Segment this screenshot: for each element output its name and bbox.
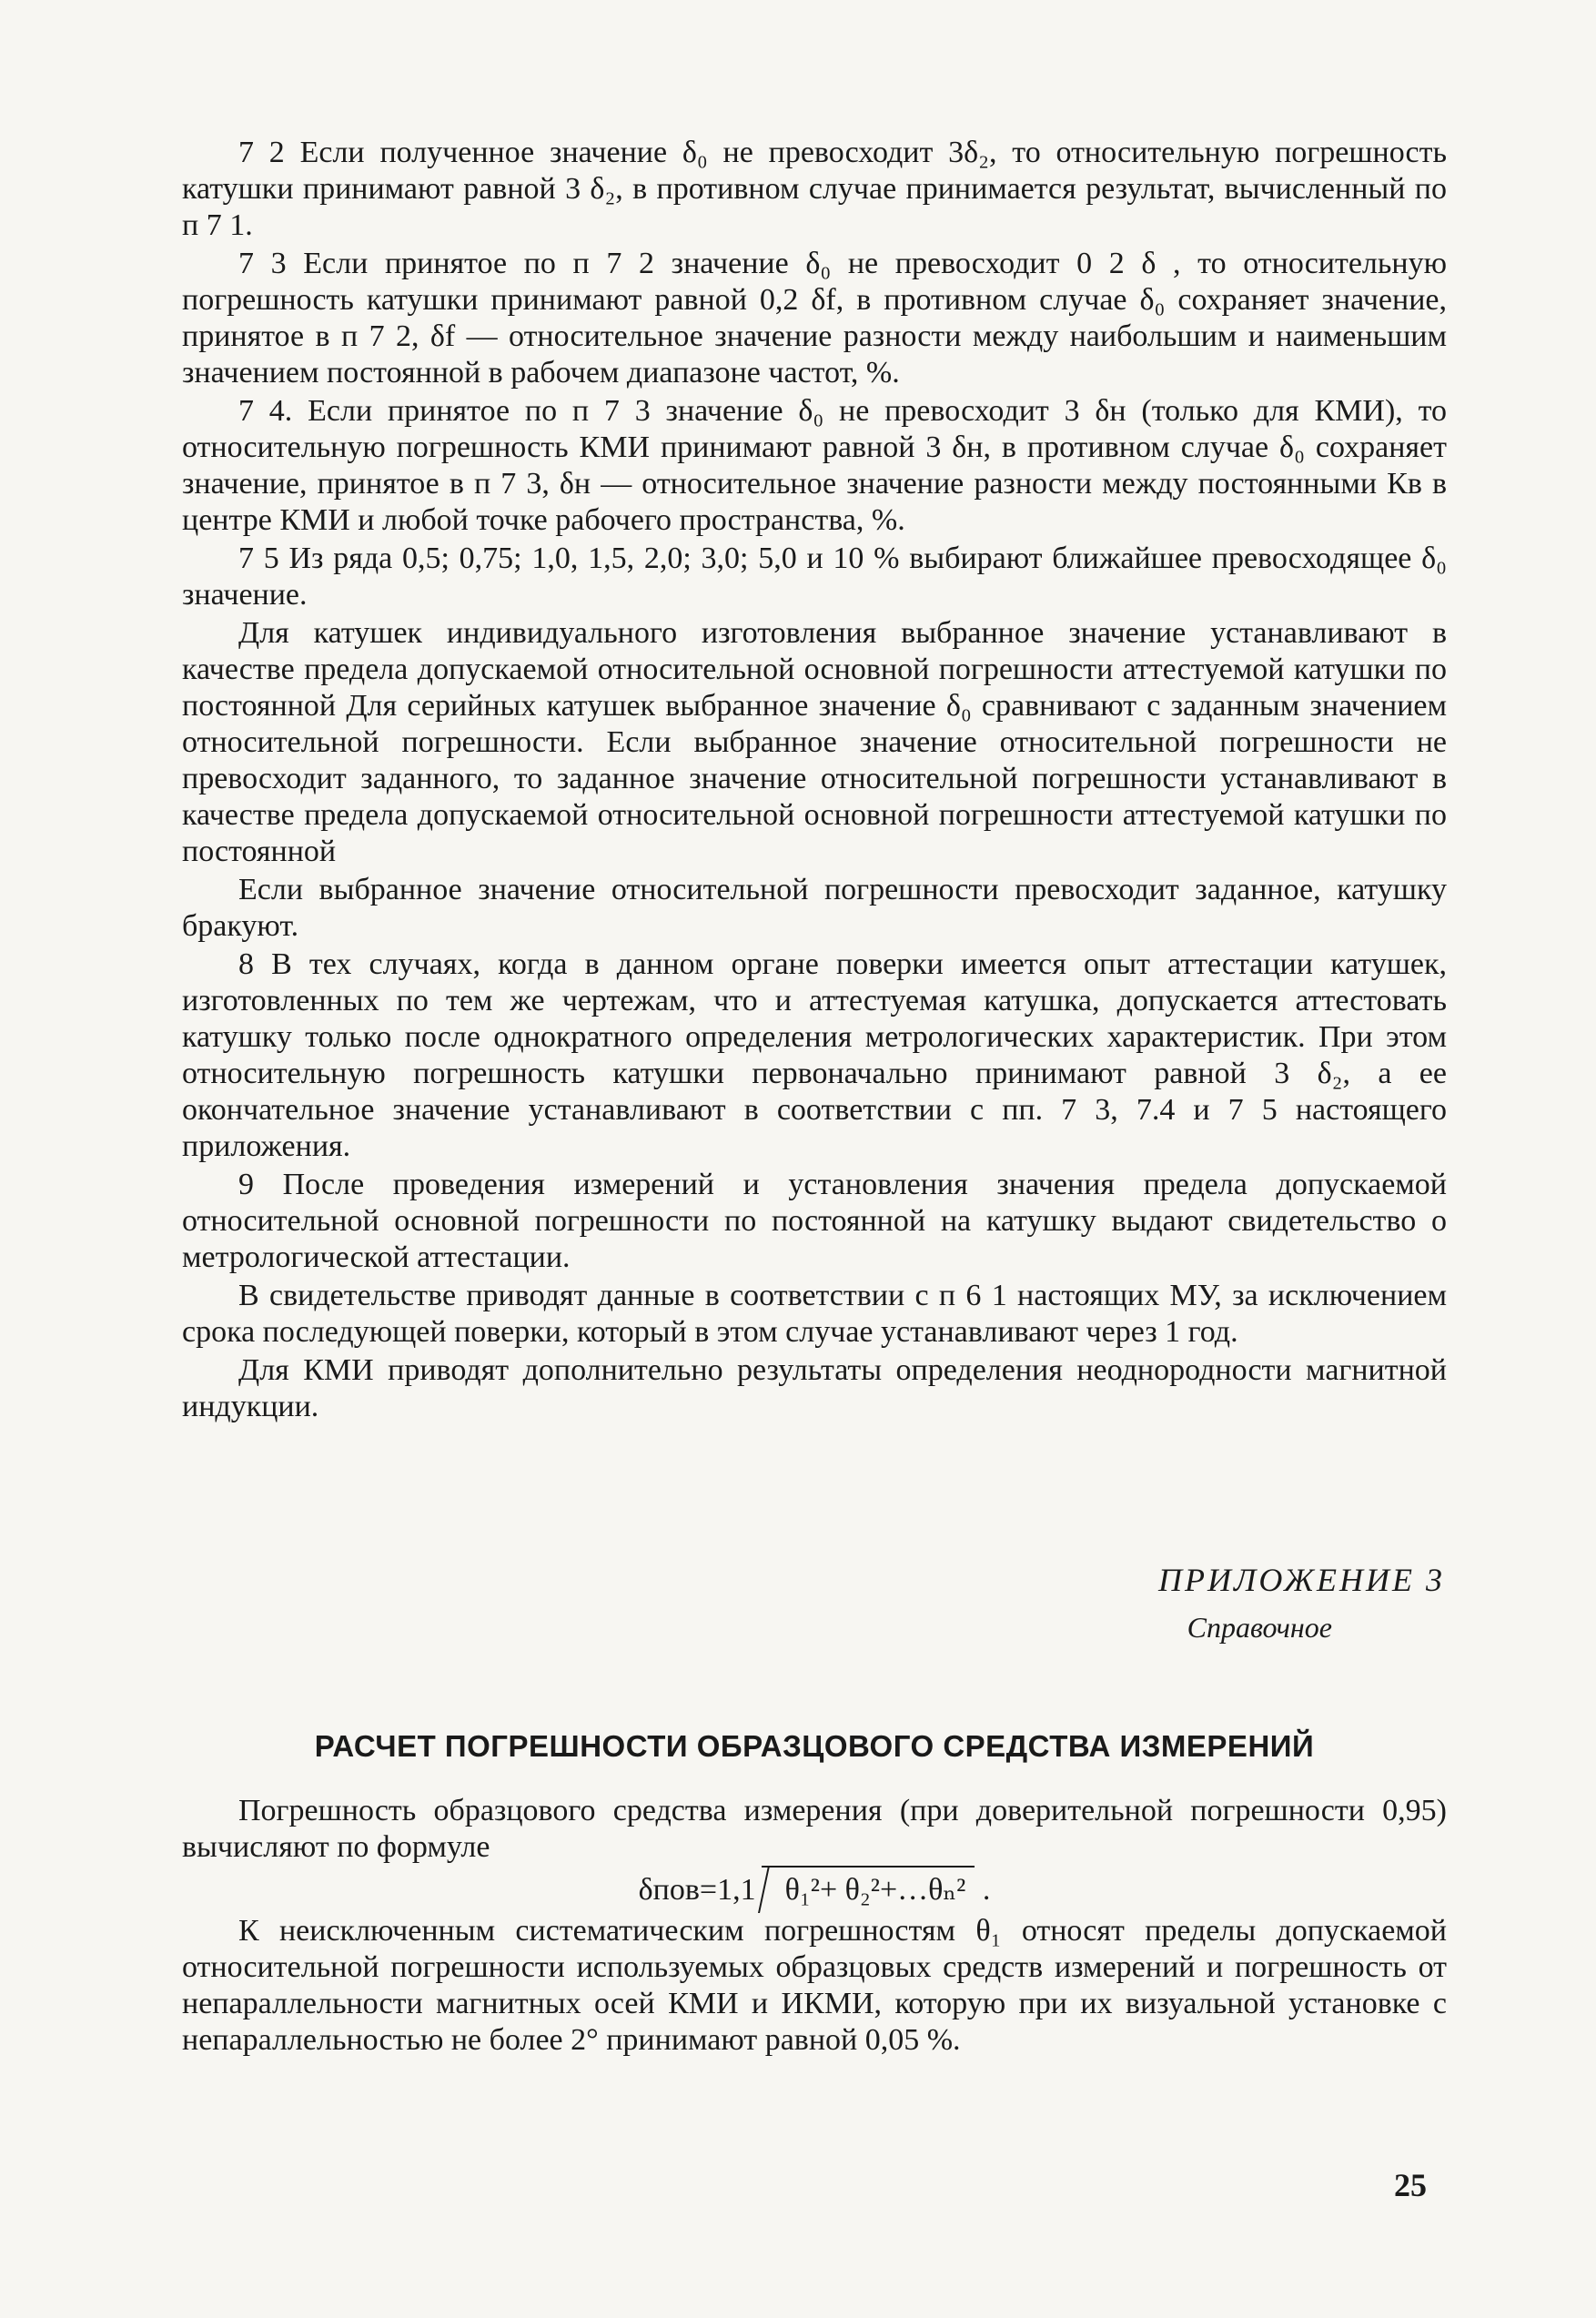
formula-radicand: θ₁²+ θ₂²+…θₙ² xyxy=(784,1873,966,1907)
section-heading: РАСЧЕТ ПОГРЕШНОСТИ ОБРАЗЦОВОГО СРЕДСТВА ИЗМЕРЕНИЙ xyxy=(314,1729,1315,1763)
paragraph-7-4: 7 4. Если принятое по п 7 3 значение δ₀ не превосходит 3 δн (только для КМИ), то относительную погрешность КМИ принимают равной 3 δн, в противном случае δ₀ сохраняет значение, принятое в п 7 3, δн — относительное значение разности между постоянными Кв в центре КМИ и любой точке рабочего пространства, %. xyxy=(182,394,1447,537)
formula-end: . xyxy=(982,1873,991,1907)
paragraph-7-3: 7 3 Если принятое по п 7 2 значение δ₀ не превосходит 0 2 δ , то относительную погрешность катушки принимают равной 0,2 δf, в противном случае δ₀ сохраняет значение, принятое в п 7 2, δf — относительное значение разности между наибольшим и наименьшим значением постоянной в рабочем диапазоне частот, %. xyxy=(182,247,1447,390)
paragraph-kmi: Для КМИ приводят дополнительно результаты определения неоднородности магнитной индукции. xyxy=(182,1353,1447,1423)
main-text xyxy=(182,135,1447,1427)
paragraph-9: 9 После проведения измерений и установления значения предела допускаемой относительной основной погрешности по постоянной на катушку выдают свидетельство о метрологической аттестации. xyxy=(182,1168,1447,1274)
paragraph-7-2: 7 2 Если полученное значение δ₀ не превосходит 3δ₂, то относительную погрешность катушки принимают равной 3 δ₂, в противном случае принимается результат, вычисленный по п 7 1. xyxy=(182,136,1447,242)
appendix-intro: Погрешность образцового средства измерения (при доверительной погрешности 0,95) вычисляют по формуле xyxy=(182,1794,1447,1864)
formula-sqrt xyxy=(762,1866,975,1913)
formula-lhs: δпов=1,1 xyxy=(638,1873,756,1907)
appendix-text xyxy=(182,1793,1447,2059)
paragraph-7-5: 7 5 Из ряда 0,5; 0,75; 1,0, 1,5, 2,0; 3,0; 5,0 и 10 % выбирают ближайшее превосходящее δ₀ значение. xyxy=(182,542,1447,612)
appendix-label: ПРИЛОЖЕНИЕ 3 xyxy=(1158,1562,1445,1598)
paragraph-reject: Если выбранное значение относительной погрешности превосходит заданное, катушку бракуют. xyxy=(182,873,1447,943)
page-number: 25 xyxy=(1394,2167,1427,2203)
paragraph-8: 8 В тех случаях, когда в данном органе поверки имеется опыт аттестации катушек, изготовленных по тем же чертежам, что и аттестуемая катушка, допускается аттестовать катушку только после однократного определения метрологических характеристик. При этом относительную погрешность катушки первоначально принимают равной 3 δ₂, а ее окончательное значение устанавливают в соответствии с пп. 7 3, 7.4 и 7 5 настоящего приложения. xyxy=(182,947,1447,1163)
appendix-kind: Справочное xyxy=(1187,1611,1332,1644)
appendix-closing: К неисключенным систематическим погрешностям θ₁ относят пределы допускаемой относительной погрешности используемых образцовых средств измерений и погрешность от непараллельности магнитных осей КМИ и ИКМИ, которую при их визуальной установке с непараллельностью не более 2° принимают равной 0,05 %. xyxy=(182,1914,1447,2057)
paragraph-individual-coils: Для катушек индивидуального изготовления выбранное значение устанавливают в качестве предела допускаемой относительной основной погрешности аттестуемой катушки по постоянной Для серийных катушек выбранное значение δ₀ сравнивают с заданным значением относительной погрешности. Если выбранное значение относительной погрешности не превосходит заданного, то заданное значение относительной погрешности устанавливают в качестве предела допускаемой относительной основной погрешности аттестуемой катушки по постоянной xyxy=(182,616,1447,868)
error-formula xyxy=(182,1866,1447,1913)
paragraph-certificate: В свидетельстве приводят данные в соответствии с п 6 1 настоящих МУ, за исключением срока последующей поверки, который в этом случае устанавливают через 1 год. xyxy=(182,1279,1447,1349)
